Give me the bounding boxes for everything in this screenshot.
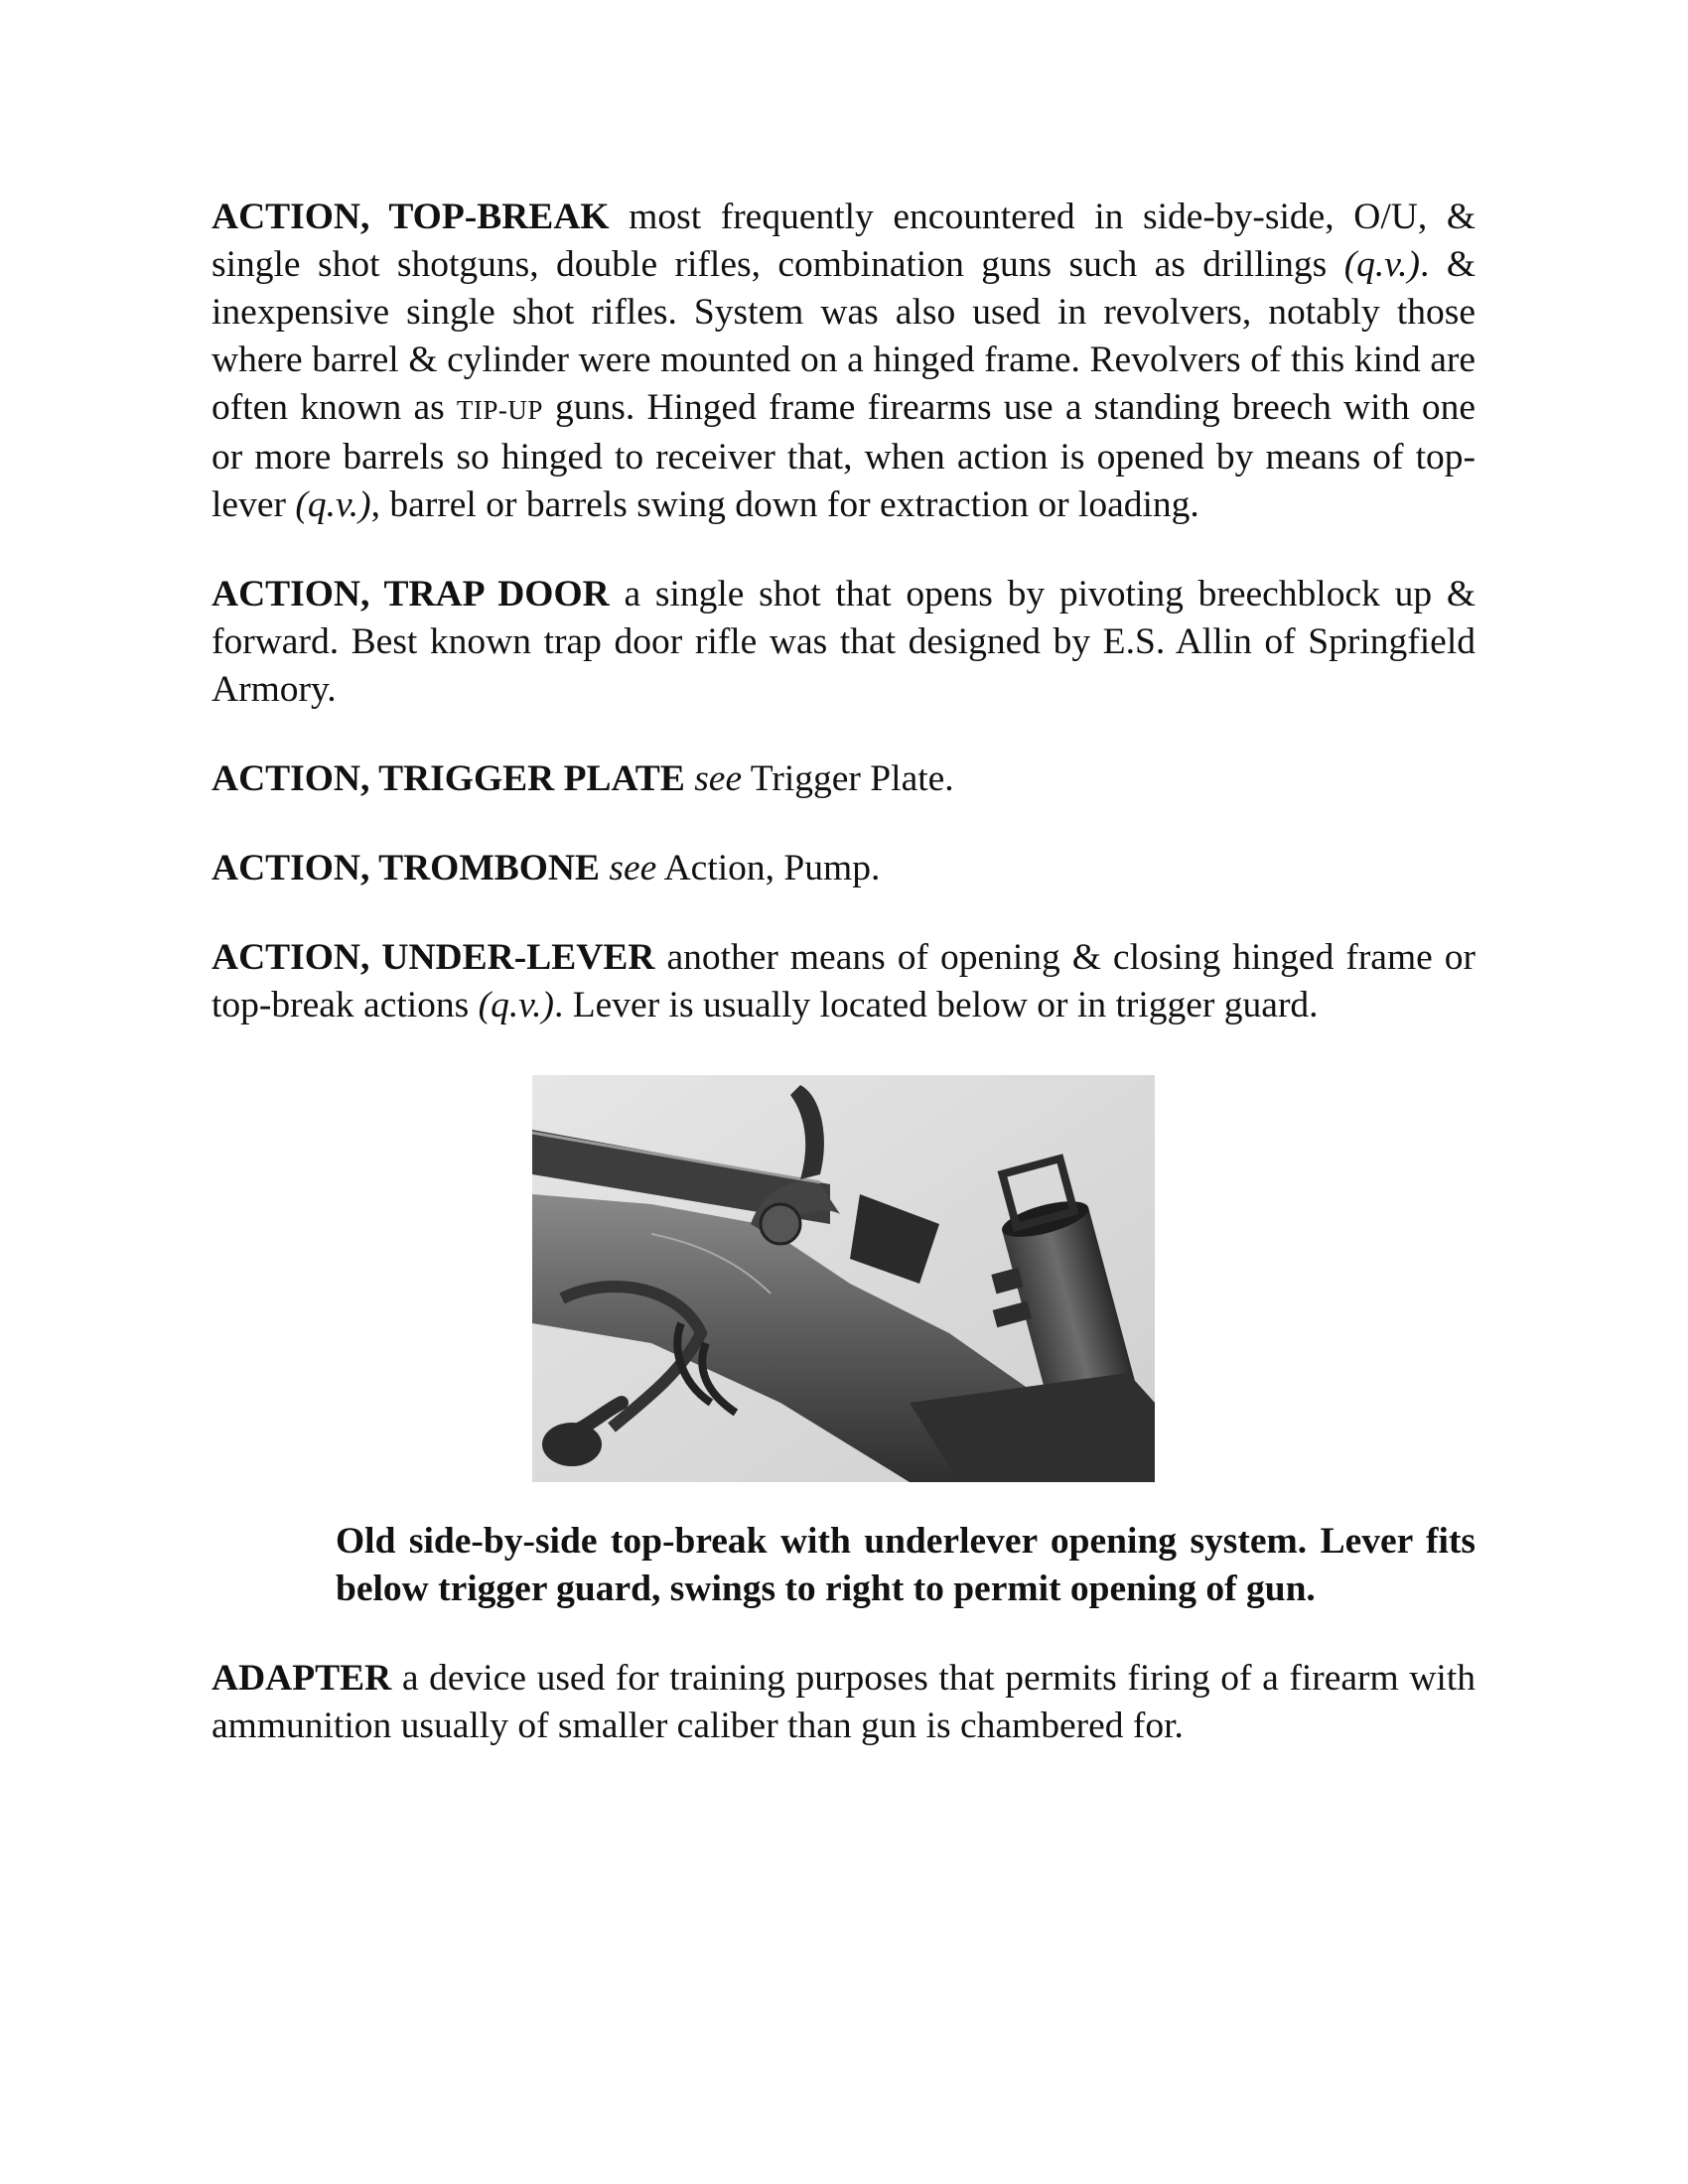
entry-term: ACTION, TOP-BREAK xyxy=(211,197,610,237)
cross-reference: (q.v.) xyxy=(478,985,554,1025)
figure-caption: Old side-by-side top-break with underlever opening system. Lever fits below trigger guard, swings to right to permit opening of gun. xyxy=(336,1521,1476,1609)
entry-action-top-break xyxy=(211,194,1476,529)
shotgun-photo xyxy=(532,1075,1155,1482)
shotgun-illustration xyxy=(532,1075,1155,1482)
entry-text: Action, Pump. xyxy=(656,848,881,888)
entry-term: ACTION, UNDER-LEVER xyxy=(211,937,655,978)
entry-text: guns. Hinged frame firearms use a standing breech with one or more barrels so hinged to receiver that, when action is opened by means of top-lever xyxy=(211,387,1476,525)
entry-term: ACTION, TROMBONE xyxy=(211,848,601,888)
see-reference: see xyxy=(609,848,657,888)
entry-text: another means of opening & closing hinged frame or top-break actions xyxy=(211,937,1477,1025)
entry-text: a single shot that opens by pivoting breechblock up & forward. Best known trap door rifle was that designed by E.S. Allin of Springfield Armory. xyxy=(211,574,1476,710)
see-reference: see xyxy=(694,758,743,799)
entry-adapter xyxy=(211,1655,1476,1750)
entry-text: , barrel or barrels swing down for extraction or loading. xyxy=(370,484,1199,525)
entry-action-trombone xyxy=(211,845,1476,892)
entry-action-under-lever xyxy=(211,934,1476,1029)
small-caps-term: TIP-UP xyxy=(456,395,543,425)
entry-term: ACTION, TRAP DOOR xyxy=(211,574,610,614)
cross-reference: (q.v.) xyxy=(295,484,371,525)
entry-term: ACTION, TRIGGER PLATE xyxy=(211,758,685,799)
cross-reference: (q.v.) xyxy=(1343,244,1421,285)
entry-text: most frequently encountered in side-by-side, O/U, & single shot shotguns, double rifles, combination guns such as drillings xyxy=(211,197,1476,285)
entry-text: Trigger Plate. xyxy=(742,758,954,799)
entry-action-trigger-plate xyxy=(211,755,1476,803)
entry-text: . & inexpensive single shot rifles. System was also used in revolvers, notably those where barrel & cylinder were mounted on a hinged frame. Revolvers of this kind are often known as xyxy=(211,244,1476,428)
entry-text: a device used for training purposes that permits firing of a firearm with ammunition usually of smaller caliber than gun is chambered for. xyxy=(211,1658,1476,1746)
entry-action-trap-door xyxy=(211,571,1476,714)
document-page xyxy=(211,194,1476,1792)
entry-text: . Lever is usually located below or in trigger guard. xyxy=(554,985,1319,1025)
entry-term: ADAPTER xyxy=(211,1658,392,1699)
